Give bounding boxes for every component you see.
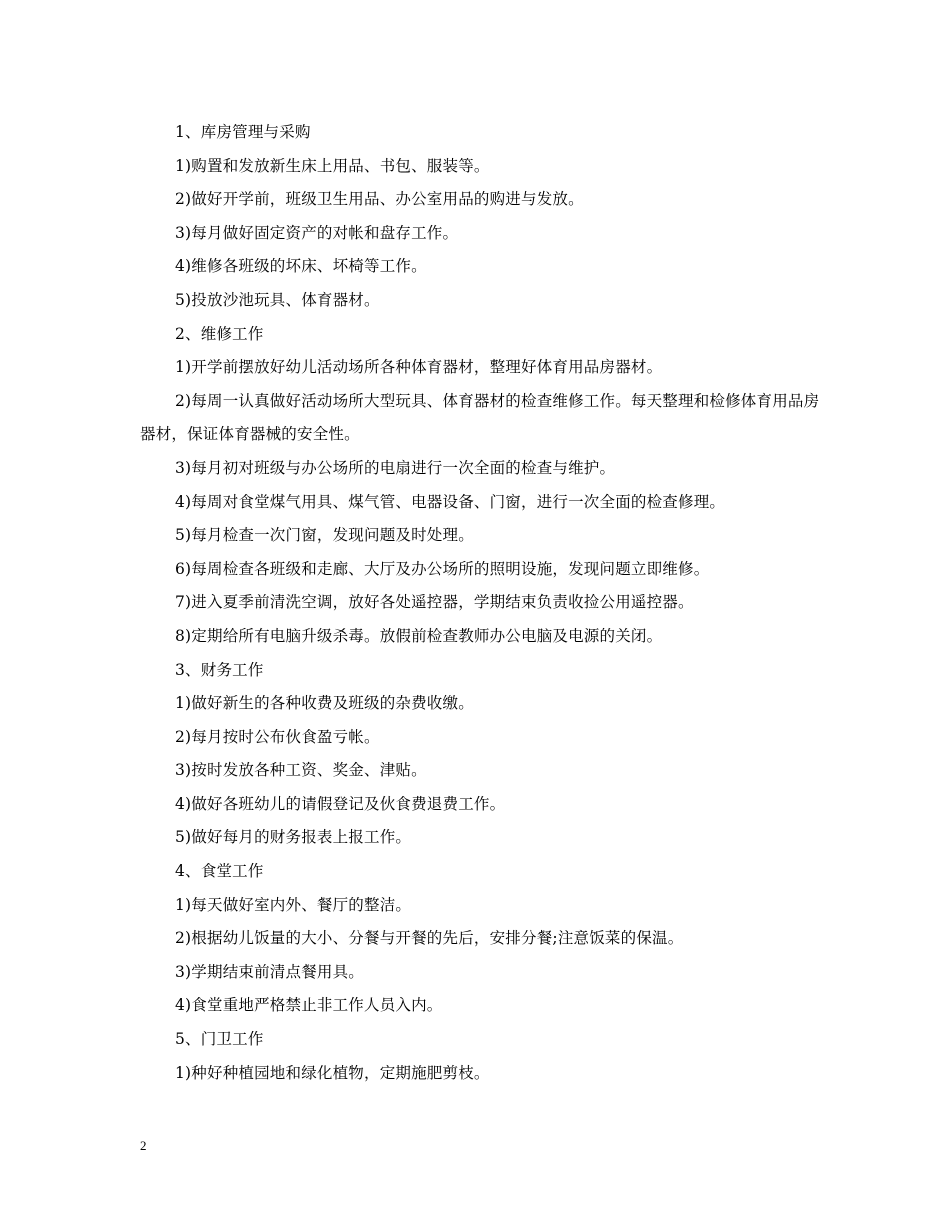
- section-heading: 1、库房管理与采购: [175, 123, 311, 141]
- list-item: 5)投放沙池玩具、体育器材。: [175, 290, 380, 309]
- section-heading: 5、门卫工作: [175, 1030, 264, 1049]
- list-item: 2)做好开学前，班级卫生用品、办公室用品的购进与发放。: [175, 190, 584, 209]
- list-item: 2)根据幼儿饭量的大小、分餐与开餐的先后，安排分餐;注意饭菜的保温。: [175, 929, 684, 948]
- list-item: 2)每月按时公布伙食盈亏帐。: [175, 727, 380, 746]
- list-item: 5)做好每月的财务报表上报工作。: [175, 828, 412, 847]
- list-item: 3)学期结束前清点餐用具。: [175, 962, 365, 981]
- list-item: 4)维修各班级的坏床、坏椅等工作。: [175, 257, 427, 276]
- list-item: 2)每周一认真做好活动场所大型玩具、体育器材的检查维修工作。每天整理和检修体育用品房器材，保证体育器械的安全性。: [140, 391, 820, 444]
- document-body: [140, 116, 830, 1090]
- page-number: 2: [140, 1138, 147, 1153]
- section-heading: 4、食堂工作: [175, 862, 264, 881]
- list-item: 6)每周检查各班级和走廊、大厅及办公场所的照明设施，发现问题立即维修。: [175, 559, 710, 578]
- section-heading: 3、财务工作: [175, 660, 264, 679]
- list-item: 1)做好新生的各种收费及班级的杂费收缴。: [175, 694, 474, 713]
- list-item: 1)购置和发放新生床上用品、书包、服装等。: [175, 156, 490, 175]
- list-item: 1)开学前摆放好幼儿活动场所各种体育器材，整理好体育用品房器材。: [175, 358, 663, 377]
- list-item: 1)种好种植园地和绿化植物，定期施肥剪枝。: [175, 1063, 490, 1082]
- list-item: 7)进入夏季前清洗空调，放好各处遥控器，学期结束负责收捡公用遥控器。: [175, 593, 694, 612]
- list-item: 8)定期给所有电脑升级杀毒。放假前检查教师办公电脑及电源的关闭。: [175, 626, 663, 645]
- list-item: 4)食堂重地严格禁止非工作人员入内。: [175, 996, 443, 1015]
- list-item: 1)每天做好室内外、餐厅的整洁。: [175, 895, 412, 914]
- list-item: 4)每周对食堂煤气用具、煤气管、电器设备、门窗，进行一次全面的检查修理。: [175, 492, 726, 511]
- list-item: 4)做好各班幼儿的请假登记及伙食费退费工作。: [175, 794, 506, 813]
- section-heading: 2、维修工作: [175, 324, 264, 343]
- list-item: 3)按时发放各种工资、奖金、津贴。: [175, 761, 427, 780]
- list-item: 3)每月初对班级与办公场所的电扇进行一次全面的检查与维护。: [175, 458, 616, 477]
- list-item: 5)每月检查一次门窗，发现问题及时处理。: [175, 526, 474, 545]
- list-item: 3)每月做好固定资产的对帐和盘存工作。: [175, 223, 459, 242]
